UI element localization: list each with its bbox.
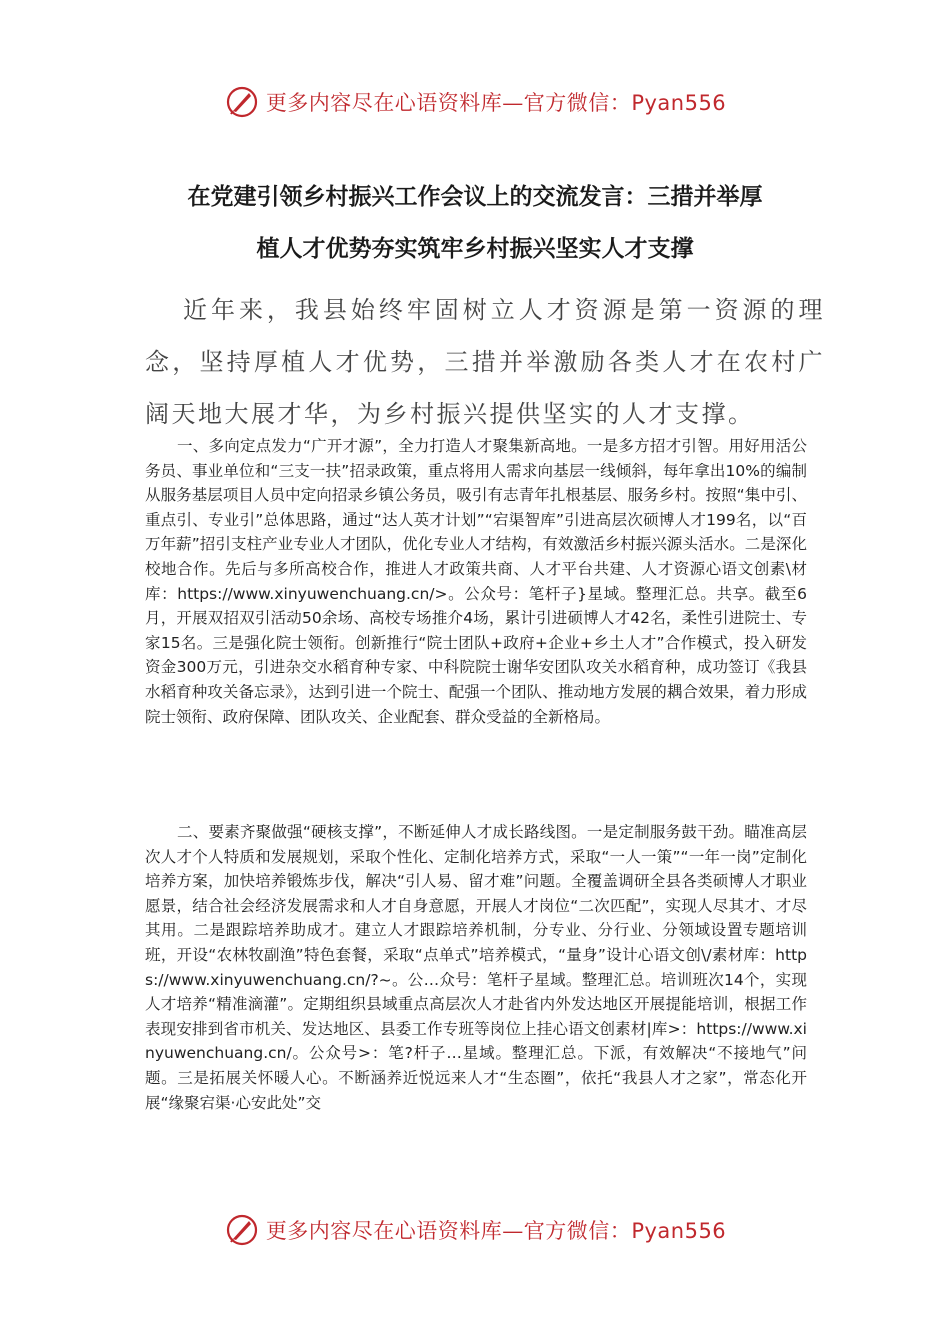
banner-text-cn: 更多内容尽在心语资料库—官方微信： [265,1219,632,1243]
quill-logo-icon [224,84,260,120]
banner-text [266,1215,726,1245]
banner-text-cn: 更多内容尽在心语资料库—官方微信： [265,91,632,115]
banner-wechat-id: Pyan556 [631,1219,727,1243]
quill-logo-icon [224,1212,260,1248]
footer-banner [0,1210,950,1250]
document-title-line1: 在党建引领乡村振兴工作会议上的交流发言：三措并举厚 [187,184,763,210]
banner-wechat-id: Pyan556 [631,91,727,115]
banner-text [266,87,726,117]
header-banner [0,82,950,122]
lead-paragraph: 近年来，我县始终牢固树立人才资源是第一资源的理念，坚持厚植人才优势，三措并举激励各类人才在农村广阔天地大展才华，为乡村振兴提供坚实的人才支撑。 [145,296,825,428]
body-paragraph-2: 二、要素齐聚做强“硬核支撑”，不断延伸人才成长路线图。一是定制服务鼓干劲。瞄准高层次人才个人特质和发展规划，采取个性化、定制化培养方式，采取“一人一策”“一年一岗”定制化培养方案，加快培养锻炼步伐，解决“引人易、留才难”问题。全覆盖调研全县各类硕博人才职业愿景，结合社会经济发展需求和人才自身意愿，开展人才岗位“二次匹配”，实现人尽其才、才尽其用。二是跟踪培养助成才。建立人才跟踪培养机制，分专业、分行业、分领域设置专题培训班，开设“农林牧副渔”特色套餐，采取“点单式”培养模式，“量身”设计心语文创\/素材库：https://www.xinyuwenchuang.cn/?~。公…众号：笔杆子星域。整理汇总。培训班次14个，实现人才培养“精准滴灌”。定期组织县域重点高层次人才赴省内外发达地区开展提能培训，根据工作表现安排到省市机关、发达地区、县委工作专班等岗位上挂心语文创素材|库>：https://www.xinyuwenchuang.cn/。公众号>：笔?杆子…星域。整理汇总。下派，有效解决“不接地气”问题。三是拓展关怀暖人心。不断涵养近悦远来人才“生态圈”，依托“我县人才之家”，常态化开展“缘聚宕渠·心安此处”交 [145,823,807,1112]
document-title-line2: 植人才优势夯实筑牢乡村振兴坚实人才支撑 [256,236,694,262]
body-paragraph-1: 一、多向定点发力“广开才源”，全力打造人才聚集新高地。一是多方招才引智。用好用活公务员、事业单位和“三支一扶”招录政策，重点将用人需求向基层一线倾斜，每年拿出10%的编制从服务基层项目人员中定向招录乡镇公务员，吸引有志青年扎根基层、服务乡村。按照“集中引、重点引、专业引”总体思路，通过“达人英才计划”“宕渠智库”引进高层次硕博人才199名，以“百万年薪”招引支柱产业专业人才团队，优化专业人才结构，有效激活乡村振兴源头活水。二是深化校地合作。先后与多所高校合作，推进人才政策共商、人才平台共建、人才资源心语文创素\材库：https://www.xinyuwenchuang.cn/>。公众号：笔杆子}星域。整理汇总。共享。截至6月，开展双招双引活动50余场、高校专场推介4场，累计引进硕博人才42名，柔性引进院士、专家15名。三是强化院士领衔。创新推行“院士团队+政府+企业+乡土人才”合作模式，投入研发资金300万元，引进杂交水稻育种专家、中科院院士谢华安团队攻关水稻育种，成功签订《我县水稻育种攻关备忘录》，达到引进一个院士、配强一个团队、推动地方发展的耦合效果，着力形成院士领衔、政府保障、团队攻关、企业配套、群众受益的全新格局。 [145,437,807,726]
